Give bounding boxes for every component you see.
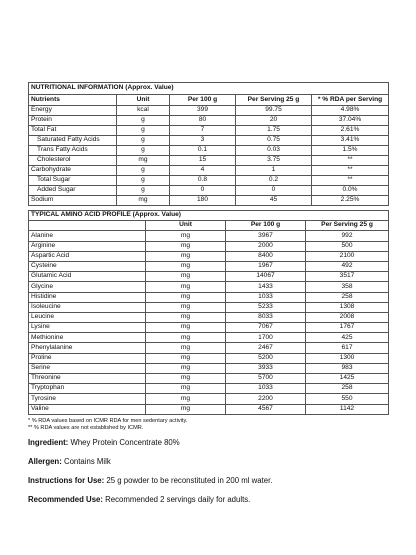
amino-row [29, 384, 389, 394]
amino-name: Proline [29, 353, 146, 363]
amino-unit: mg [146, 292, 226, 302]
amino-per-100g: 7067 [226, 323, 306, 333]
nutrition-header-row [29, 95, 389, 106]
nutrient-per-100g: 0.1 [170, 146, 236, 156]
nutrient-per-serving: 99.75 [236, 106, 312, 116]
amino-row [29, 272, 389, 282]
amino-name: Methionine [29, 333, 146, 343]
nutrient-unit: g [117, 146, 170, 156]
amino-unit: mg [146, 302, 226, 312]
nutrition-row [29, 136, 389, 146]
nutrition-row [29, 166, 389, 176]
nutrient-name: Energy [29, 106, 117, 116]
nutrient-per-serving: 1 [236, 166, 312, 176]
nutrient-rda: 1.5% [312, 146, 389, 156]
recommended-use-line: Recommended Use: Recommended 2 servings daily for adults. [28, 494, 251, 504]
amino-unit: mg [146, 251, 226, 261]
amino-per-serving: 1300 [306, 353, 389, 363]
amino-name: Tryptophan [29, 384, 146, 394]
amino-name: Serine [29, 363, 146, 373]
nutrient-rda: 2.61% [312, 126, 389, 136]
amino-per-serving: 1425 [306, 374, 389, 384]
nutrient-per-100g: 0.8 [170, 176, 236, 186]
amino-per-serving: 1767 [306, 323, 389, 333]
amino-name: Valine [29, 404, 146, 414]
nutrition-row [29, 106, 389, 116]
nutrient-rda: 0.0% [312, 186, 389, 196]
nutrient-per-100g: 180 [170, 196, 236, 206]
nutrient-per-100g: 15 [170, 156, 236, 166]
nutrient-name: Cholesterol [29, 156, 117, 166]
amino-per-serving: 492 [306, 261, 389, 271]
nutrient-per-serving: 3.75 [236, 156, 312, 166]
amino-row [29, 292, 389, 302]
amino-per-serving: 617 [306, 343, 389, 353]
nutrient-name: Added Sugar [29, 186, 117, 196]
amino-per-serving: 358 [306, 282, 389, 292]
allergen-line: Allergen: Contains Milk [28, 456, 111, 466]
amino-row [29, 312, 389, 322]
amino-header-per-100g: Per 100 g [226, 221, 306, 231]
header-nutrients: Nutrients [29, 95, 117, 106]
nutrient-unit: g [117, 126, 170, 136]
nutrient-per-serving: 0 [236, 186, 312, 196]
amino-unit: mg [146, 312, 226, 322]
nutrition-title: NUTRITIONAL INFORMATION (Approx. Value) [29, 83, 389, 95]
amino-name: Threonine [29, 374, 146, 384]
amino-per-100g: 2467 [226, 343, 306, 353]
amino-name: Histidine [29, 292, 146, 302]
nutrient-unit: mg [117, 196, 170, 206]
nutrient-unit: g [117, 186, 170, 196]
amino-name: Isoleucine [29, 302, 146, 312]
amino-per-serving: 3517 [306, 272, 389, 282]
nutrition-row [29, 116, 389, 126]
amino-row [29, 231, 389, 241]
amino-per-100g: 3967 [226, 231, 306, 241]
amino-row [29, 394, 389, 404]
amino-per-serving: 2008 [306, 312, 389, 322]
header-per-100g: Per 100 g [170, 95, 236, 106]
nutrient-per-100g: 80 [170, 116, 236, 126]
amino-row [29, 333, 389, 343]
nutrient-per-100g: 4 [170, 166, 236, 176]
nutrient-name: Saturated Fatty Acids [29, 136, 117, 146]
amino-name: Tyrosine [29, 394, 146, 404]
nutrient-per-serving: 0.2 [236, 176, 312, 186]
nutrient-unit: g [117, 116, 170, 126]
amino-name: Lysine [29, 323, 146, 333]
amino-header-blank [29, 221, 146, 231]
nutrient-name: Carbohydrate [29, 166, 117, 176]
nutrient-name: Total Fat [29, 126, 117, 136]
amino-unit: mg [146, 394, 226, 404]
amino-per-100g: 3933 [226, 363, 306, 373]
amino-row [29, 241, 389, 251]
footnote-not-established: ** % RDA values are not established by ICMR. [28, 424, 144, 431]
nutrient-per-serving: 0.03 [236, 146, 312, 156]
amino-per-100g: 8400 [226, 251, 306, 261]
amino-per-serving: 258 [306, 292, 389, 302]
amino-per-100g: 5200 [226, 353, 306, 363]
amino-name: Cysteine [29, 261, 146, 271]
amino-unit: mg [146, 323, 226, 333]
amino-per-serving: 1308 [306, 302, 389, 312]
nutrient-rda: 2.25% [312, 196, 389, 206]
nutrient-per-100g: 3 [170, 136, 236, 146]
nutrient-per-100g: 399 [170, 106, 236, 116]
nutrient-per-100g: 0 [170, 186, 236, 196]
amino-unit: mg [146, 261, 226, 271]
amino-row [29, 261, 389, 271]
header-per-serving: Per Serving 25 g [236, 95, 312, 106]
amino-unit: mg [146, 384, 226, 394]
amino-header-row [29, 221, 389, 231]
amino-acid-table [28, 210, 389, 415]
nutrient-name: Total Sugar [29, 176, 117, 186]
ingredient-line: Ingredient: Whey Protein Concentrate 80% [28, 437, 180, 447]
nutrient-per-serving: 0.75 [236, 136, 312, 146]
amino-unit: mg [146, 282, 226, 292]
amino-unit: mg [146, 374, 226, 384]
amino-per-serving: 500 [306, 241, 389, 251]
amino-per-serving: 1142 [306, 404, 389, 414]
amino-row [29, 282, 389, 292]
amino-per-100g: 5233 [226, 302, 306, 312]
nutrient-name: Trans Fatty Acids [29, 146, 117, 156]
nutrition-row [29, 146, 389, 156]
amino-row [29, 353, 389, 363]
header-rda: * % RDA per Serving [312, 95, 389, 106]
amino-per-100g: 1033 [226, 292, 306, 302]
amino-name: Alanine [29, 231, 146, 241]
nutrition-row [29, 156, 389, 166]
nutrition-row [29, 196, 389, 206]
amino-per-100g: 2200 [226, 394, 306, 404]
amino-name: Arginine [29, 241, 146, 251]
amino-per-serving: 2100 [306, 251, 389, 261]
amino-name: Leucine [29, 312, 146, 322]
amino-name: Glycine [29, 282, 146, 292]
amino-name: Glutamic Acid [29, 272, 146, 282]
nutrient-per-serving: 20 [236, 116, 312, 126]
amino-unit: mg [146, 353, 226, 363]
amino-per-100g: 14067 [226, 272, 306, 282]
footnote-rda: * % RDA values based on ICMR RDA for men sedentary activity. [28, 417, 188, 424]
amino-per-100g: 8033 [226, 312, 306, 322]
amino-unit: mg [146, 241, 226, 251]
nutrient-name: Protein [29, 116, 117, 126]
nutrient-rda: ** [312, 156, 389, 166]
amino-per-100g: 5700 [226, 374, 306, 384]
nutrient-rda: ** [312, 176, 389, 186]
amino-header-per-serving: Per Serving 25 g [306, 221, 389, 231]
nutrition-row [29, 176, 389, 186]
amino-per-serving: 550 [306, 394, 389, 404]
amino-header-unit: Unit [146, 221, 226, 231]
nutrition-row [29, 186, 389, 196]
nutrient-rda: 37.04% [312, 116, 389, 126]
amino-unit: mg [146, 231, 226, 241]
footnotes [28, 418, 388, 432]
amino-per-100g: 2000 [226, 241, 306, 251]
amino-row [29, 374, 389, 384]
header-unit: Unit [117, 95, 170, 106]
amino-per-100g: 4567 [226, 404, 306, 414]
amino-row [29, 363, 389, 373]
nutrient-unit: g [117, 136, 170, 146]
amino-unit: mg [146, 272, 226, 282]
nutrient-unit: kcal [117, 106, 170, 116]
amino-per-100g: 1967 [226, 261, 306, 271]
amino-row [29, 302, 389, 312]
amino-row [29, 343, 389, 353]
nutrient-unit: g [117, 166, 170, 176]
amino-row [29, 323, 389, 333]
amino-unit: mg [146, 404, 226, 414]
nutrient-unit: g [117, 176, 170, 186]
nutrient-per-100g: 7 [170, 126, 236, 136]
amino-per-serving: 258 [306, 384, 389, 394]
nutrient-rda: ** [312, 166, 389, 176]
amino-name: Phenylalanine [29, 343, 146, 353]
nutrient-per-serving: 45 [236, 196, 312, 206]
nutrient-rda: 4.98% [312, 106, 389, 116]
amino-per-100g: 1700 [226, 333, 306, 343]
nutrient-name: Sodium [29, 196, 117, 206]
nutrition-row [29, 126, 389, 136]
nutrient-unit: mg [117, 156, 170, 166]
amino-title-row [29, 211, 389, 221]
amino-row [29, 251, 389, 261]
amino-name: Aspartic Acid [29, 251, 146, 261]
nutrient-rda: 3.41% [312, 136, 389, 146]
amino-unit: mg [146, 343, 226, 353]
nutrition-title-row [29, 83, 389, 95]
amino-row [29, 404, 389, 414]
amino-unit: mg [146, 333, 226, 343]
amino-per-100g: 1033 [226, 384, 306, 394]
nutrition-table [28, 82, 389, 206]
nutrition-label-panel [28, 82, 388, 514]
amino-per-serving: 983 [306, 363, 389, 373]
nutrient-per-serving: 1.75 [236, 126, 312, 136]
product-info [28, 438, 388, 505]
instructions-line: Instructions for Use: 25 g powder to be reconstituted in 200 ml water. [28, 475, 273, 485]
amino-per-serving: 992 [306, 231, 389, 241]
amino-per-serving: 425 [306, 333, 389, 343]
amino-title: TYPICAL AMINO ACID PROFILE (Approx. Value) [29, 211, 389, 221]
amino-unit: mg [146, 363, 226, 373]
amino-per-100g: 1433 [226, 282, 306, 292]
